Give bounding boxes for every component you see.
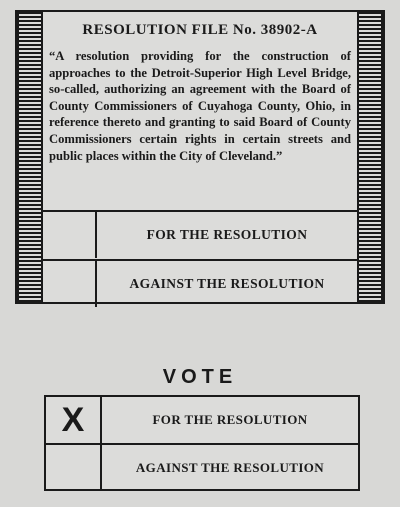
vote-mark-for[interactable]: X: [46, 397, 102, 443]
ballot-choices: [43, 210, 357, 302]
choice-row-for: [43, 212, 357, 258]
vote-row-against: [46, 443, 358, 491]
vote-example-box: [44, 395, 360, 491]
resolution-ballot: [15, 10, 385, 304]
right-decorative-border: [357, 12, 383, 302]
resolution-text: “A resolution providing for the construction of approaches to the Detroit-Superior High Level Bridge, so-called, authorizing an agreement with the Board of County Commissioners of Cuyahoga County, Ohio, in reference thereto and granting to said Board of County Commissioners certain rights in certain streets and public places within the City of Cleveland.”: [49, 49, 351, 163]
choice-label-for: FOR THE RESOLUTION: [146, 227, 308, 242]
left-decorative-border: [17, 12, 43, 302]
vote-mark-against[interactable]: [46, 445, 102, 491]
ballot-content: [43, 12, 357, 302]
resolution-title: RESOLUTION FILE No. 38902-A: [82, 22, 318, 38]
vote-label-against: AGAINST THE RESOLUTION: [135, 460, 325, 475]
choice-label-against: AGAINST THE RESOLUTION: [129, 276, 325, 291]
vote-row-for: [46, 397, 358, 443]
choice-box-for[interactable]: [43, 212, 97, 258]
choice-row-against: [43, 259, 357, 307]
vote-label-for: FOR THE RESOLUTION: [152, 412, 308, 427]
choice-box-against[interactable]: [43, 261, 97, 307]
vote-heading: VOTE: [162, 366, 238, 388]
